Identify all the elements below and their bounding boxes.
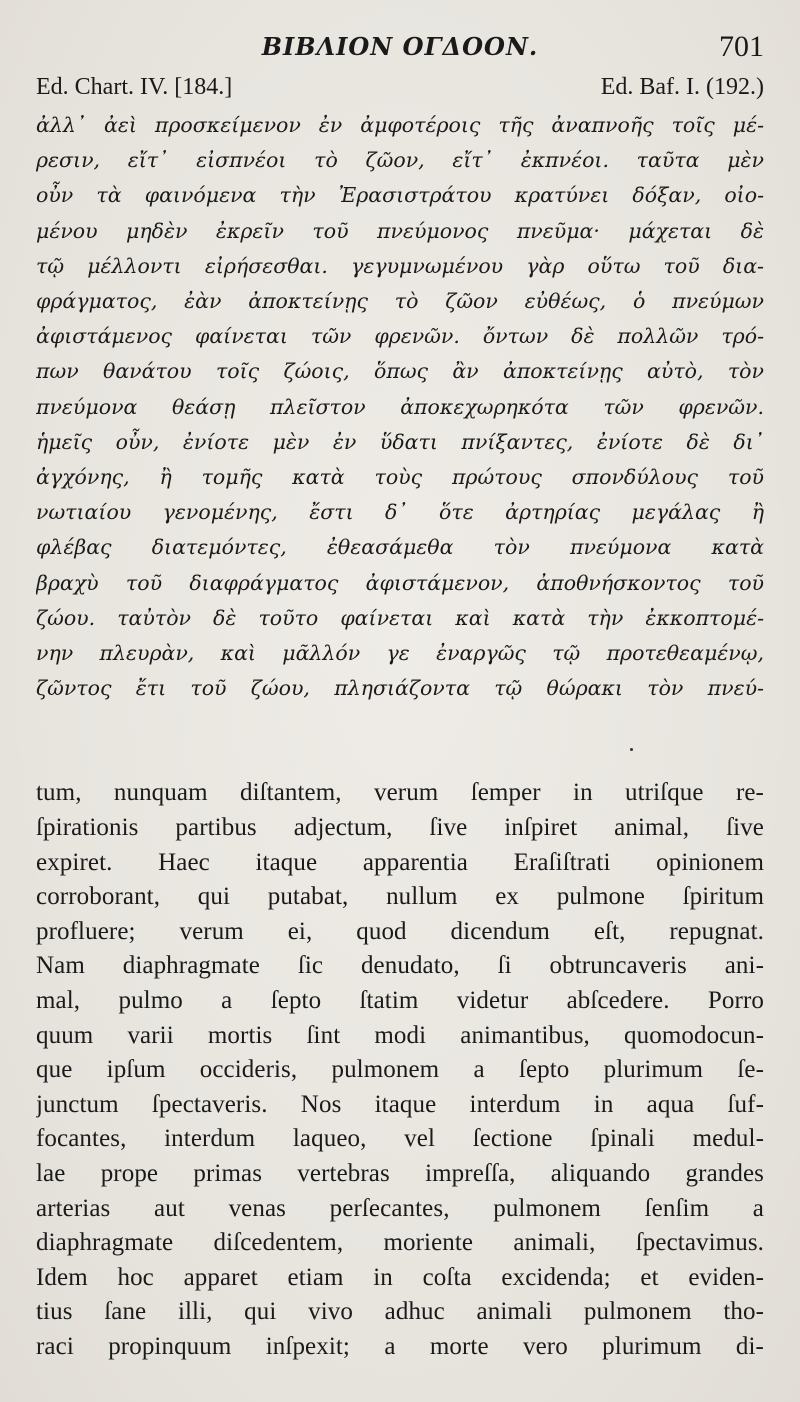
greek-line: νωτιαίου γενομένης, ἔστι δ᾽ ὅτε ἀρτηρίας μεγάλας ἢ <box>36 500 764 525</box>
greek-line: φράγματος, ἐὰν ἀποκτείνῃς τὸ ζῶον εὐθέως, ὁ πνεύμων <box>36 289 764 314</box>
greek-line: ἀφιστάμενος φαίνεται τῶν φρενῶν. ὄντων δὲ πολλῶν τρό- <box>36 324 764 349</box>
running-head <box>36 28 764 72</box>
latin-line: tum, nunquam diſtantem, verum ſemper in utriſque re- <box>36 779 764 807</box>
greek-line: πνεύμονα θεάσῃ πλεῖστον ἀποκεχωρηκότα τῶν φρενῶν. <box>36 394 764 419</box>
latin-line: tius ſane illi, qui vivo adhuc animali pulmonem tho- <box>36 1298 764 1326</box>
greek-line: τῷ μέλλοντι εἰρήσεσθαι. γεγυμνωμένου γὰρ οὕτω τοῦ δια- <box>36 253 764 278</box>
latin-line: arterias aut venas perſecantes, pulmonem ſenſim a <box>36 1194 764 1222</box>
latin-text-block <box>36 776 764 1364</box>
latin-line: raci propinquum inſpexit; a morte vero plurimum di- <box>36 1332 764 1360</box>
latin-line: Idem hoc apparet etiam in coſta excidenda; et eviden- <box>36 1263 764 1291</box>
greek-line: ζῶντος ἔτι τοῦ ζώου, πλησιάζοντα τῷ θώρακι τὸν πνεύ- <box>36 676 764 701</box>
greek-line: ἡμεῖς οὖν, ἐνίοτε μὲν ἐν ὕδατι πνίξαντες, ἐνίοτε δὲ δι᾽ <box>36 429 764 454</box>
latin-line: quum varii mortis ſint modi animantibus, quomodocun- <box>36 1021 764 1049</box>
greek-line: μένου μηδὲν ἐκρεῖν τοῦ πνεύμονος πνεῦμα· μάχεται δὲ <box>36 218 764 243</box>
edition-references <box>36 74 764 106</box>
running-title: ΒΙΒΛΙΟΝ ΟΓΔΟΟΝ. <box>261 32 539 61</box>
greek-line: ρεσιν, εἴτ᾽ εἰσπνέοι τὸ ζῶον, εἴτ᾽ ἐκπνέοι. ταῦτα μὲν <box>36 148 764 173</box>
greek-line: ἀλλ᾽ ἀεὶ προσκείμενον ἐν ἀμφοτέροις τῆς ἀναπνοῆς τοῖς μέ- <box>36 113 764 137</box>
latin-line: corroborant, qui putabat, nullum ex pulmone ſpiritum <box>36 883 764 911</box>
latin-line: ſpirationis partibus adjectum, ſive inſpiret animal, ſive <box>36 814 764 842</box>
greek-line: βραχὺ τοῦ διαφράγματος ἀφιστάμενον, ἀποθνήσκοντος τοῦ <box>36 570 764 595</box>
edition-chart-reference: Ed. Chart. IV. [184.] <box>36 74 233 100</box>
latin-line: junctum ſpectaveris. Nos itaque interdum in aqua ſuf- <box>36 1090 764 1118</box>
latin-line: lae prope primas vertebras impreſſa, aliquando grandes <box>36 1159 764 1187</box>
greek-text-block <box>36 108 764 706</box>
latin-line: diaphragmate diſcedentem, moriente animali, ſpectavimus. <box>36 1229 764 1257</box>
section-gap <box>36 706 764 776</box>
greek-line: φλέβας διατεμόντες, ἐθεασάμεθα τὸν πνεύμονα κατὰ <box>36 535 764 560</box>
greek-line: νην πλευρὰν, καὶ μᾶλλόν γε ἐναργῶς τῷ προτεθεαμένῳ, <box>36 641 764 666</box>
latin-line: Nam diaphragmate ſic denudato, ſi obtruncaveris ani- <box>36 952 764 980</box>
greek-line: ζώου. ταὐτὸν δὲ τοῦτο φαίνεται καὶ κατὰ τὴν ἐκκοπτομέ- <box>36 605 764 630</box>
latin-line: expiret. Haec itaque apparentia Eraſiſtrati opinionem <box>36 848 764 876</box>
greek-line: ἀγχόνης, ἢ τομῆς κατὰ τοὺς πρώτους σπονδύλους τοῦ <box>36 465 764 490</box>
edition-basel-reference: Ed. Baf. I. (192.) <box>600 74 764 100</box>
latin-line: que ipſum occideris, pulmonem a ſepto plurimum ſe- <box>36 1056 764 1084</box>
latin-line: profluere; verum ei, quod dicendum eſt, repugnat. <box>36 917 764 945</box>
latin-line: focantes, interdum laqueo, vel ſectione ſpinali medul- <box>36 1125 764 1153</box>
page-number: 701 <box>719 30 764 63</box>
ink-dot <box>630 748 633 751</box>
greek-line: πων θανάτου τοῖς ζώοις, ὅπως ἂν ἀποκτείνῃς αὐτὸ, τὸν <box>36 359 764 384</box>
greek-line: οὖν τὰ φαινόμενα τὴν Ἐρασιστράτου κρατύνει δόξαν, οἰο- <box>36 183 764 208</box>
latin-line: mal, pulmo a ſepto ſtatim videtur abſcedere. Porro <box>36 987 764 1015</box>
